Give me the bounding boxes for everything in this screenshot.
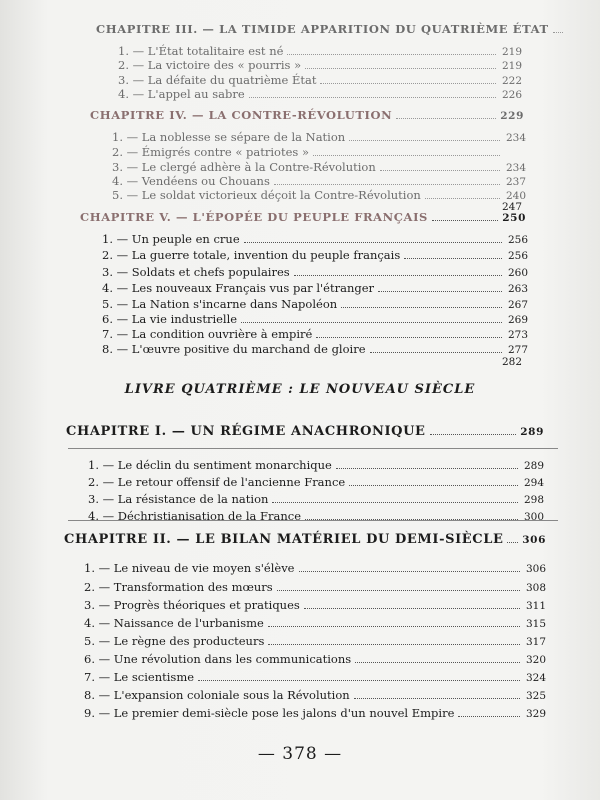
chapter-title-page: 289 — [520, 426, 544, 438]
toc-entry-label: 4. — Naissance de l'urbanisme — [84, 616, 264, 630]
toc-entry-label: 1. — La noblesse se sépare de la Nation — [112, 130, 346, 144]
toc-entry — [88, 492, 544, 506]
dot-leader — [304, 600, 520, 609]
toc-entry — [84, 688, 546, 702]
dot-leader — [299, 563, 521, 572]
chapter-title-page: 250 — [502, 212, 526, 224]
toc-entry-label: 8. — L'œuvre positive du marchand de gloire — [102, 342, 366, 356]
dot-leader — [305, 511, 518, 520]
chapter-title — [90, 108, 524, 122]
toc-entry-label: 6. — La vie industrielle — [102, 312, 238, 326]
toc-entry — [112, 130, 526, 144]
toc-entry-label: 1. — Un peuple en crue — [102, 232, 240, 246]
toc-entry-page: 277 — [507, 344, 528, 356]
toc-entry — [84, 652, 546, 666]
chapter-title — [80, 210, 526, 224]
toc-entry-page: 267 — [507, 299, 528, 311]
dot-leader — [430, 426, 517, 435]
toc-extra-page-number: 247 — [501, 201, 522, 213]
chapter-title — [96, 22, 549, 36]
dot-leader — [313, 147, 500, 156]
toc-entry-label: 1. — Le niveau de vie moyen s'élève — [84, 561, 295, 575]
dot-leader — [287, 46, 496, 55]
toc-entry-page: 234 — [505, 132, 526, 144]
toc-entry-page: 329 — [525, 708, 546, 720]
chapter-title-page: 306 — [522, 534, 546, 546]
chapter-title — [64, 532, 546, 547]
toc-entry — [102, 232, 528, 246]
dot-leader — [370, 344, 502, 353]
toc-extra-page-number: 282 — [501, 356, 522, 368]
dot-leader — [341, 299, 502, 308]
toc-entry-label: 7. — La condition ouvrière à empiré — [102, 327, 313, 341]
dot-leader — [404, 250, 502, 259]
dot-leader — [432, 212, 498, 221]
toc-entry — [84, 598, 546, 612]
dot-leader — [380, 162, 500, 171]
toc-entry — [112, 188, 526, 202]
toc-entry-label: 2. — Émigrés contre « patriotes » — [112, 145, 309, 159]
dot-leader — [268, 636, 520, 645]
separator-rule — [68, 520, 558, 521]
toc-entry — [112, 160, 526, 174]
toc-entry — [112, 174, 526, 188]
dot-leader — [244, 234, 502, 243]
toc-entry-label: 7. — Le scientisme — [84, 670, 195, 684]
toc-entry-page: 324 — [525, 672, 546, 684]
dot-leader — [355, 654, 520, 663]
toc-entry — [118, 44, 522, 58]
toc-entry-label: 3. — Progrès théoriques et pratiques — [84, 598, 300, 612]
chapter-title-page: 229 — [500, 110, 524, 122]
toc-entry — [84, 616, 546, 630]
toc-entry — [102, 281, 528, 295]
dot-leader — [349, 477, 518, 486]
toc-entry-page: 300 — [523, 511, 544, 523]
toc-entry-page: 298 — [523, 494, 544, 506]
toc-entry-page: 308 — [525, 582, 546, 594]
dot-leader — [349, 132, 500, 141]
dot-leader — [277, 582, 520, 591]
toc-entry-page: 289 — [523, 460, 544, 472]
toc-entry — [102, 312, 528, 326]
toc-entry-page: 311 — [525, 600, 546, 612]
toc-entry-label: 6. — Une révolution dans les communications — [84, 652, 352, 666]
toc-entry-page: 263 — [507, 283, 528, 295]
toc-entry-label: 9. — Le premier demi-siècle pose les jalons d'un nouvel Empire — [84, 706, 455, 720]
toc-entry — [84, 670, 546, 684]
dot-leader — [249, 89, 496, 98]
toc-entry-label: 3. — Soldats et chefs populaires — [102, 265, 290, 279]
toc-entry-label: 1. — Le déclin du sentiment monarchique — [88, 458, 332, 472]
toc-entry-label: 3. — La défaite du quatrième État — [118, 73, 317, 87]
dot-leader — [507, 534, 518, 543]
chapter-title-label: CHAPITRE V. — L'ÉPOPÉE DU PEUPLE FRANÇAIS — [80, 210, 428, 224]
toc-entry-page: 273 — [507, 329, 528, 341]
toc-entry-label: 2. — Transformation des mœurs — [84, 580, 273, 594]
toc-entry-label: 2. — La guerre totale, invention du peuple français — [102, 248, 401, 262]
toc-entry — [118, 58, 522, 72]
toc-entry-label: 2. — Le retour offensif de l'ancienne France — [88, 475, 346, 489]
dot-leader — [354, 690, 520, 699]
separator-rule — [68, 448, 558, 449]
toc-entry-page: 222 — [501, 75, 522, 87]
dot-leader — [320, 75, 496, 84]
toc-entry-label: 4. — Déchristianisation de la France — [88, 509, 302, 523]
dot-leader — [316, 329, 502, 338]
toc-entry-label: 3. — Le clergé adhère à la Contre-Révolution — [112, 160, 376, 174]
toc-entry-page: 325 — [525, 690, 546, 702]
toc-entry-page: 256 — [507, 250, 528, 262]
dot-leader — [198, 672, 520, 681]
dot-leader — [396, 110, 496, 119]
dot-leader — [241, 314, 502, 323]
toc-entry — [84, 706, 546, 720]
toc-entry-label: 4. — L'appel au sabre — [118, 87, 245, 101]
toc-entry-page: 294 — [523, 477, 544, 489]
chapter-title-label: CHAPITRE IV. — LA CONTRE-RÉVOLUTION — [90, 108, 393, 122]
chapter-title-label: CHAPITRE II. — LE BILAN MATÉRIEL DU DEMI-SIÈCLE — [64, 532, 504, 547]
toc-entry-page: 260 — [507, 267, 528, 279]
dot-leader — [294, 267, 502, 276]
dot-leader — [425, 190, 500, 199]
toc-entry-page: 256 — [507, 234, 528, 246]
toc-entry-label: 5. — Le soldat victorieux déçoit la Contre-Révolution — [112, 188, 421, 202]
toc-entry-page: 269 — [507, 314, 528, 326]
toc-entry — [84, 634, 546, 648]
toc-entry-page: 237 — [505, 176, 526, 188]
toc-entry-label: 1. — L'État totalitaire est né — [118, 44, 284, 58]
toc-entry-label: 3. — La résistance de la nation — [88, 492, 269, 506]
toc-entry-label: 5. — La Nation s'incarne dans Napoléon — [102, 297, 338, 311]
dot-leader — [268, 618, 520, 627]
toc-entry — [88, 458, 544, 472]
toc-entry-label: 8. — L'expansion coloniale sous la Révolution — [84, 688, 350, 702]
toc-entry — [102, 265, 528, 279]
dot-leader — [272, 494, 518, 503]
toc-entry — [118, 87, 522, 101]
toc-entry — [102, 248, 528, 262]
chapter-title — [66, 424, 544, 439]
toc-entry — [88, 475, 544, 489]
toc-entry — [84, 580, 546, 594]
toc-entry-label: 4. — Vendéens ou Chouans — [112, 174, 270, 188]
toc-entry-page: 306 — [525, 563, 546, 575]
toc-entry-page: 315 — [525, 618, 546, 630]
toc-entry-label: 4. — Les nouveaux Français vus par l'étranger — [102, 281, 375, 295]
toc-entry-page: 234 — [505, 162, 526, 174]
toc-entry-page: 317 — [525, 636, 546, 648]
toc-entry-page: 320 — [525, 654, 546, 666]
toc-entry-label: 5. — Le règne des producteurs — [84, 634, 265, 648]
toc-entry-page: 226 — [501, 89, 522, 101]
dot-leader — [553, 24, 563, 33]
toc-entry-page: 219 — [501, 60, 522, 72]
toc-entry-page: 219 — [501, 46, 522, 58]
dot-leader — [378, 283, 502, 292]
dot-leader — [458, 708, 520, 717]
toc-entry — [102, 342, 528, 356]
chapter-title-label: CHAPITRE III. — LA TIMIDE APPARITION DU QUATRIÈME ÉTAT — [96, 22, 549, 36]
chapter-title-label: CHAPITRE I. — UN RÉGIME ANACHRONIQUE — [66, 424, 426, 439]
toc-entry — [84, 561, 546, 575]
livre-heading: LIVRE QUATRIÈME : LE NOUVEAU SIÈCLE — [124, 382, 476, 397]
dot-leader — [336, 460, 518, 469]
dot-leader — [305, 60, 496, 69]
toc-extra-page — [500, 356, 528, 368]
page-number: — 378 — — [257, 744, 343, 764]
toc-entry-page: 240 — [505, 190, 526, 202]
toc-entry — [102, 297, 528, 311]
toc-entry — [112, 145, 526, 159]
dot-leader — [274, 176, 500, 185]
toc-entry-label: 2. — La victoire des « pourris » — [118, 58, 302, 72]
toc-entry — [102, 327, 528, 341]
toc-entry — [118, 73, 522, 87]
